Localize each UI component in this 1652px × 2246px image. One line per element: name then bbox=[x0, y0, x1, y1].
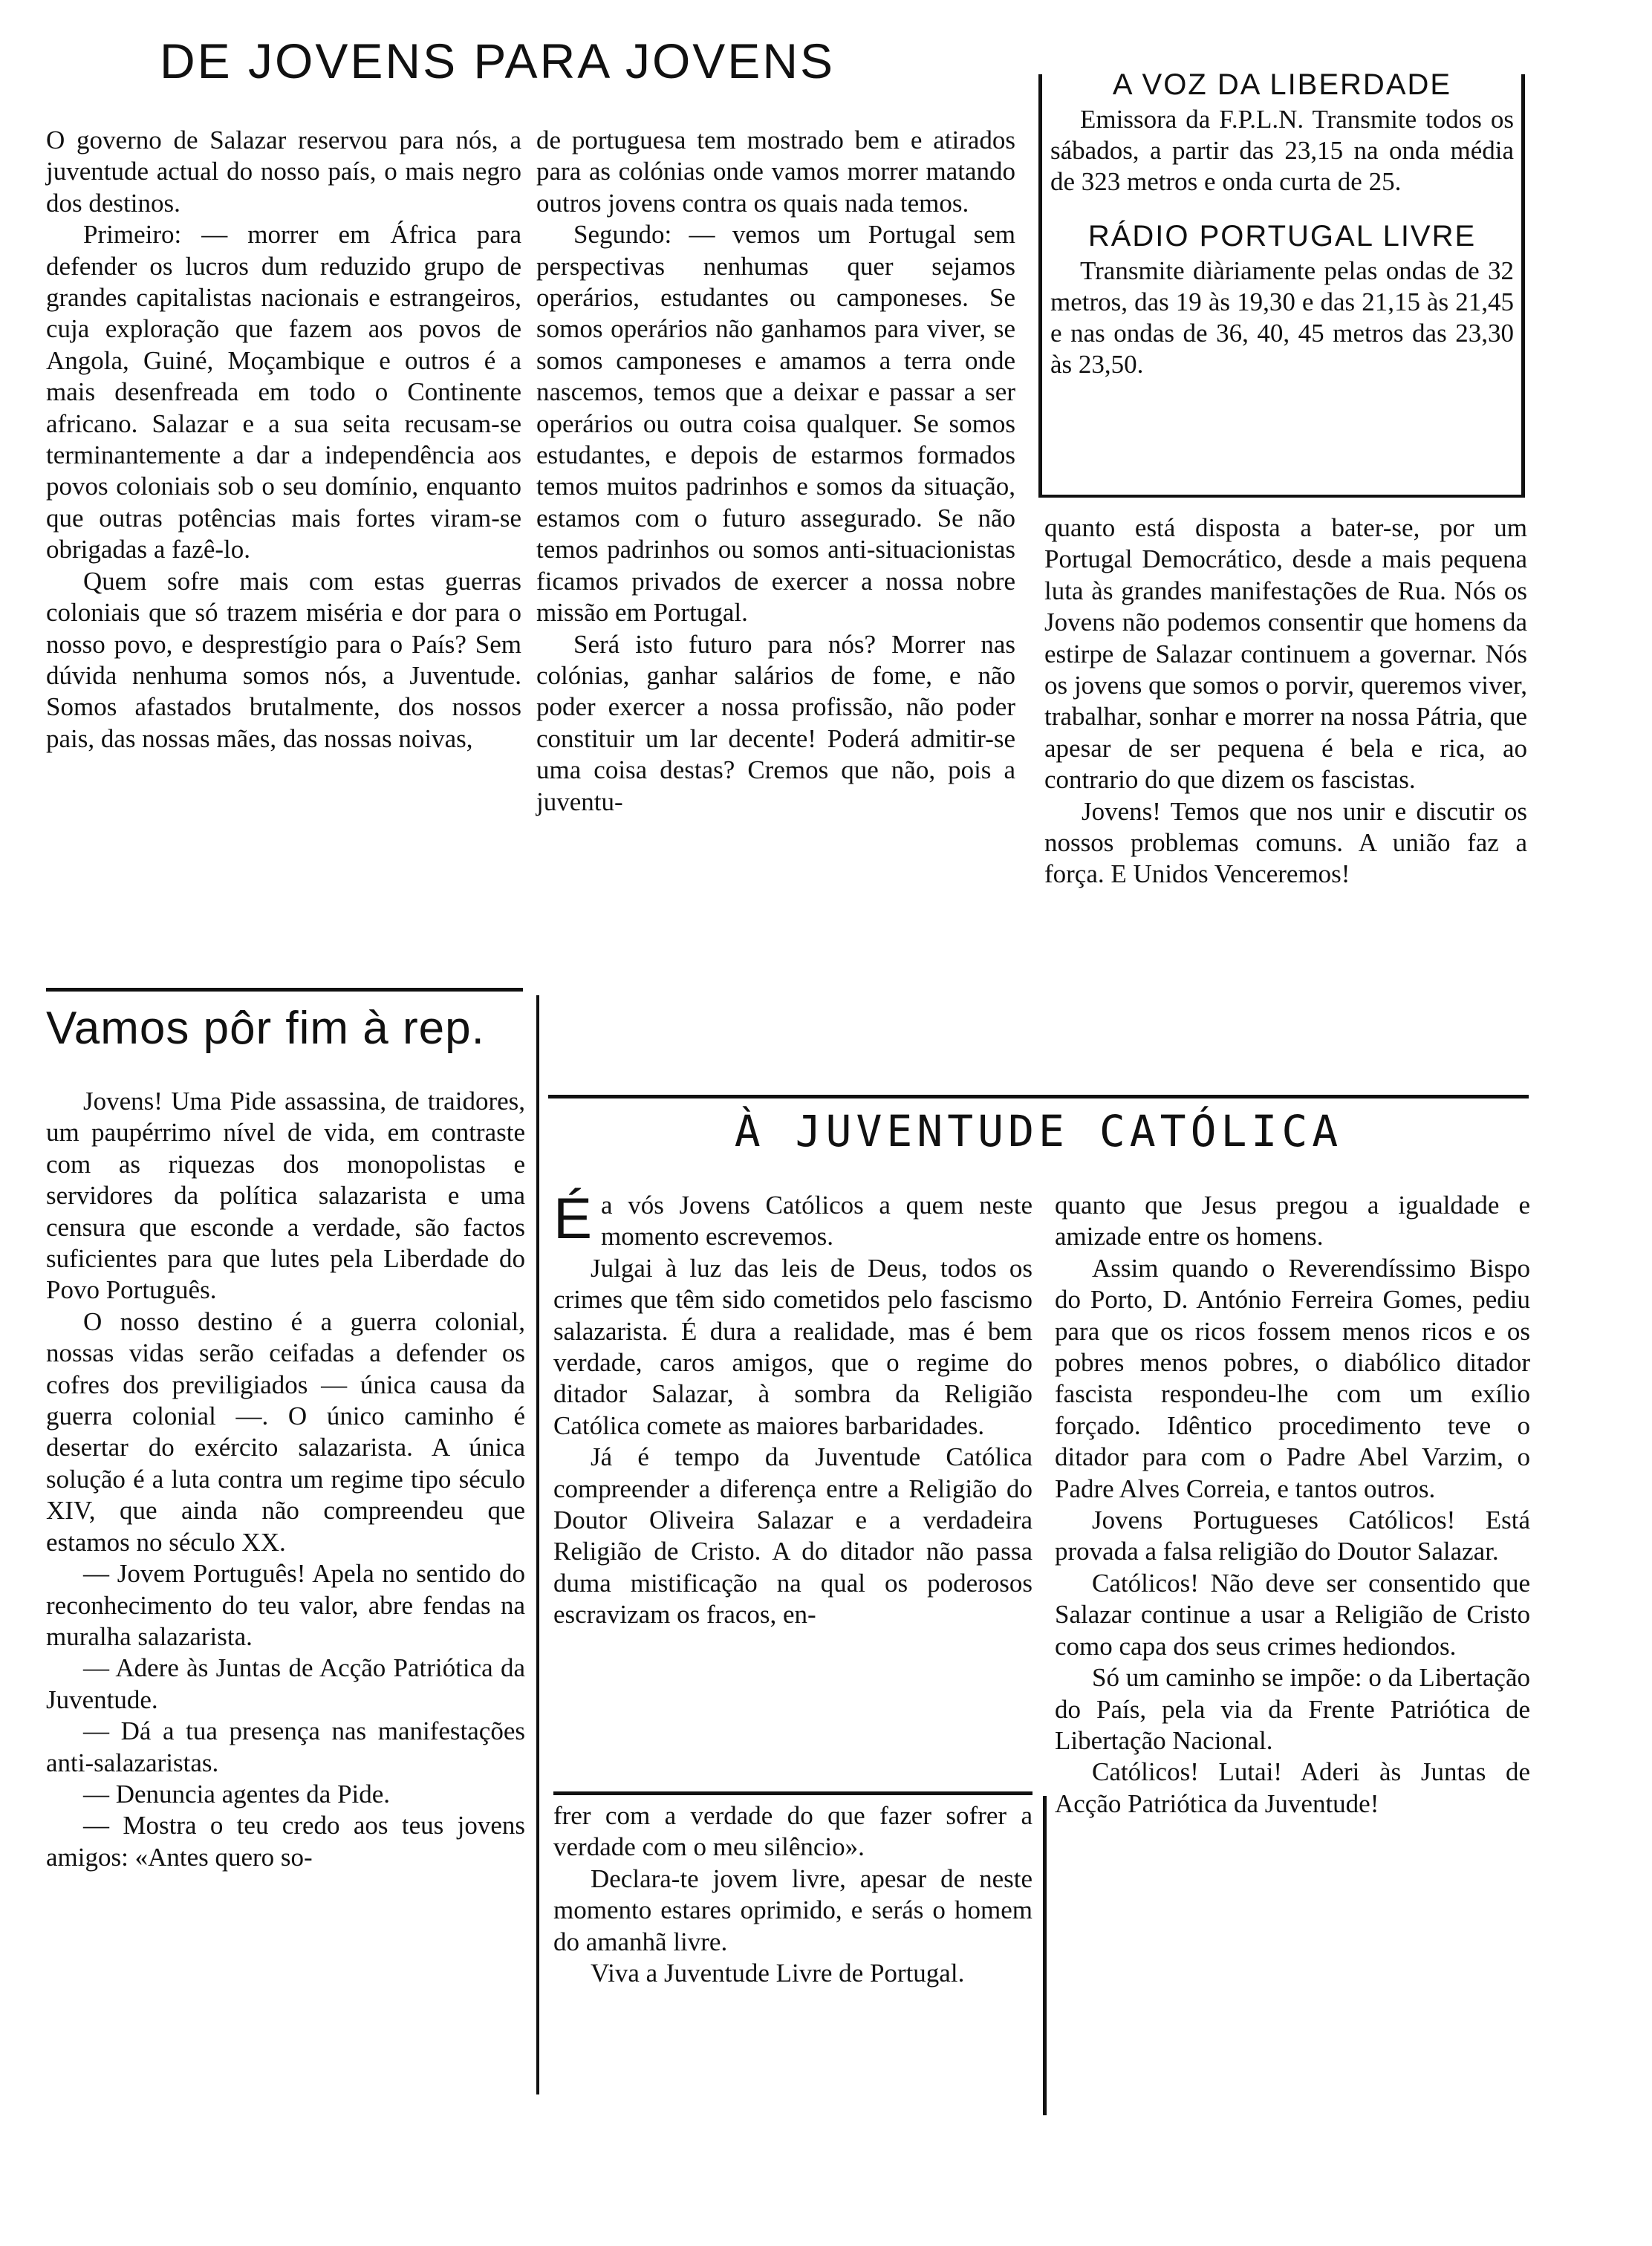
headline-vamos-por-fim: Vamos pôr fim à rep. bbox=[46, 1003, 485, 1054]
paragraph: Declara-te jovem livre, apesar de neste momento estares oprimido, e serás o homem do amanhã livre. bbox=[553, 1863, 1032, 1956]
paragraph: Assim quando o Reverendíssimo Bispo do Porto, D. António Ferreira Gomes, pediu para que os ricos fossem menos ricos e os pobres menos pobres, o diabólico ditador fascista respondeu-lhe com um exílio forçado. Idêntico procedimento teve o ditador para com o Padre Abel Varzim, o Padre Alves Correia, e tantos outros. bbox=[1055, 1253, 1530, 1503]
paragraph: Jovens Portugueses Católicos! Está provada a falsa religião do Doutor Salazar. bbox=[1055, 1506, 1530, 1566]
paragraph: Jovens! Temos que nos unir e discutir os nossos problemas comuns. A união faz a força. E Unidos Venceremos! bbox=[1044, 796, 1527, 889]
radio-box-title-radio-portugal-livre: RÁDIO PORTUGAL LIVRE bbox=[1087, 220, 1477, 253]
paragraph: Católicos! Não deve ser consentido que Salazar continue a usar a Religião de Cristo como capa dos seus crimes hediondos. bbox=[1055, 1568, 1530, 1661]
paragraph: Será isto futuro para nós? Morrer nas colónias, ganhar salários de fome, e não poder exercer a nossa profissão, não poder constituir um lar decente! Poderá admitir-se uma coisa destas? Cremos que não, pois a juventu- bbox=[536, 629, 1015, 816]
drop-cap: É bbox=[553, 1185, 593, 1251]
paragraph: — Denuncia agentes da Pide. bbox=[83, 1779, 391, 1809]
article2-column bbox=[46, 1086, 525, 1873]
paragraph: Só um caminho se impõe: o da Libertação do País, pela via da Frente Patriótica de Libertação Nacional. bbox=[1055, 1663, 1530, 1755]
paragraph: de portuguesa tem mostrado bem e atirados para as colónias onde vamos morrer matando outros jovens contra os quais nada temos. bbox=[536, 126, 1015, 218]
divider-article2-continuation bbox=[553, 1791, 1032, 1795]
paragraph: — Adere às Juntas de Acção Patriótica da Juventude. bbox=[46, 1653, 525, 1714]
paragraph: Quem sofre mais com estas guerras coloniais que só trazem miséria e dor para o nosso povo, e desprestígio para o País? Sem dúvida nenhuma somos nós, a Juventude. Somos afastados brutalmente, dos nossos pais, das nossas mães, das nossas noivas, bbox=[46, 566, 521, 753]
paragraph: Católicos! Lutai! Aderi às Juntas de Acção Patriótica da Juventude! bbox=[1055, 1757, 1530, 1818]
divider-article2-top bbox=[46, 988, 523, 992]
radio-box-bottom-border bbox=[1038, 495, 1525, 498]
article3-column-2 bbox=[1055, 1190, 1530, 1820]
article3-column-1 bbox=[553, 1185, 1032, 1631]
paragraph: quanto que Jesus pregou a igualdade e amizade entre os homens. bbox=[1055, 1191, 1530, 1251]
radio-box-right-border bbox=[1521, 74, 1525, 498]
radio-box-title-voz-da-liberdade: A VOZ DA LIBERDADE bbox=[1112, 68, 1452, 101]
radio-box-text-2: Transmite diàriamente pelas ondas de 32 metros, das 19 às 19,30 e das 21,15 às 21,45 e nas ondas de 36, 40, 45 metros das 23,30 às 23,50. bbox=[1050, 256, 1514, 379]
paragraph: Julgai à luz das leis de Deus, todos os crimes que têm sido cometidos pelo fascismo salazarista. É dura a realidade, mas é bem verdade, caros amigos, que o regime do ditador Salazar, à sombra da Religião Católica comete as maiores barbaridades. bbox=[553, 1253, 1032, 1440]
article1-column-1 bbox=[46, 125, 521, 755]
paragraph: Viva a Juventude Livre de Portugal. bbox=[591, 1959, 965, 1988]
headline-de-jovens-para-jovens: DE JOVENS PARA JOVENS bbox=[160, 33, 836, 88]
paragraph: O governo de Salazar reservou para nós, a juventude actual do nosso país, o mais negro dos destinos. bbox=[46, 126, 521, 218]
paragraph: Jovens! Uma Pide assassina, de traidores, um paupérrimo nível de vida, em contraste com as riquezas dos monopolistas e servidores da política salazarista e uma censura que esconde a verdade, são factos suficientes para que lutes pela Liberdade do Povo Português. bbox=[46, 1087, 525, 1305]
article1-column-2 bbox=[536, 125, 1015, 818]
paragraph: Segundo: — vemos um Portugal sem perspectivas nenhumas quer sejamos operários, estudantes ou camponeses. Se somos operários não ganhamos para viver, se somos camponeses e amamos a terra onde nascemos, temos que a deixar e passar a ser operários ou outra coisa qualquer. Se somos estudantes, e depois de estarmos formados temos muitos padrinhos e somos da situação, estamos com o futuro assegurado. Se não temos padrinhos ou somos anti-situacionistas ficamos privados de exercer a nossa nobre missão em Portugal. bbox=[536, 220, 1015, 628]
article2-continuation-column bbox=[553, 1800, 1032, 1989]
paragraph: O nosso destino é a guerra colonial, nossas vidas serão ceifadas a defender os cofres dos previligiados — única causa da guerra colonial —. O único caminho é desertar do exército salazarista. A única solução é a luta contra um regime tipo século XIV, que ainda não compreendeu que estamos no século XX. bbox=[46, 1306, 525, 1557]
radio-box bbox=[1050, 65, 1514, 380]
column-divider-vertical bbox=[536, 995, 539, 2094]
paragraph: — Jovem Português! Apela no sentido do reconhecimento do teu valor, abre fendas na muralha salazarista. bbox=[46, 1559, 525, 1651]
paragraph: — Mostra o teu credo aos teus jovens amigos: «Antes quero so- bbox=[46, 1811, 525, 1872]
radio-box-left-border bbox=[1038, 74, 1042, 498]
radio-box-text-1: Emissora da F.P.L.N. Transmite todos os sábados, a partir das 23,15 na onda média de 323 metros e onda curta de 25. bbox=[1050, 105, 1514, 196]
paragraph: Primeiro: — morrer em África para defender os lucros dum reduzido grupo de grandes capitalistas nacionais e estrangeiros, cuja exploração que fazem aos povos de Angola, Guiné, Moçambique e outros é a mais desenfreada em todo o Continente africano. Salazar e a sua seita recusam-se terminantemente a dar a independência aos povos coloniais sob o seu domínio, enquanto que outras potências mais fortes viram-se obrigadas a fazê-lo. bbox=[46, 220, 521, 564]
headline-juventude-catolica: À JUVENTUDE CATÓLICA bbox=[734, 1106, 1343, 1156]
paragraph: a vós Jovens Católicos a quem neste momento escrevemos. bbox=[601, 1191, 1032, 1251]
paragraph: Já é tempo da Juventude Católica compreender a diferença entre a Religião do Doutor Oliveira Salazar e a verdadeira Religião de Cristo. A do ditador não passa duma mistificação na qual os poderosos escravizam os fracos, en- bbox=[553, 1442, 1032, 1630]
column-divider-vertical-lower bbox=[1043, 1796, 1047, 2115]
divider-article3-top bbox=[548, 1095, 1529, 1098]
article1-column-3 bbox=[1044, 512, 1527, 891]
paragraph: frer com a verdade do que fazer sofrer a verdade com o meu silêncio». bbox=[553, 1801, 1032, 1862]
paragraph: — Dá a tua presença nas manifestações anti-salazaristas. bbox=[46, 1716, 525, 1777]
paragraph: quanto está disposta a bater-se, por um Portugal Democrático, desde a mais pequena luta às grandes manifestações de Rua. Nós os Jovens não podemos consentir que homens da estirpe de Salazar continuem a governar. Nós os jovens que somos o porvir, queremos viver, trabalhar, sonhar e morrer na nossa Pátria, que apesar de ser pequena é bela e rica, ao contrario do que dizem os fascistas. bbox=[1044, 513, 1527, 795]
